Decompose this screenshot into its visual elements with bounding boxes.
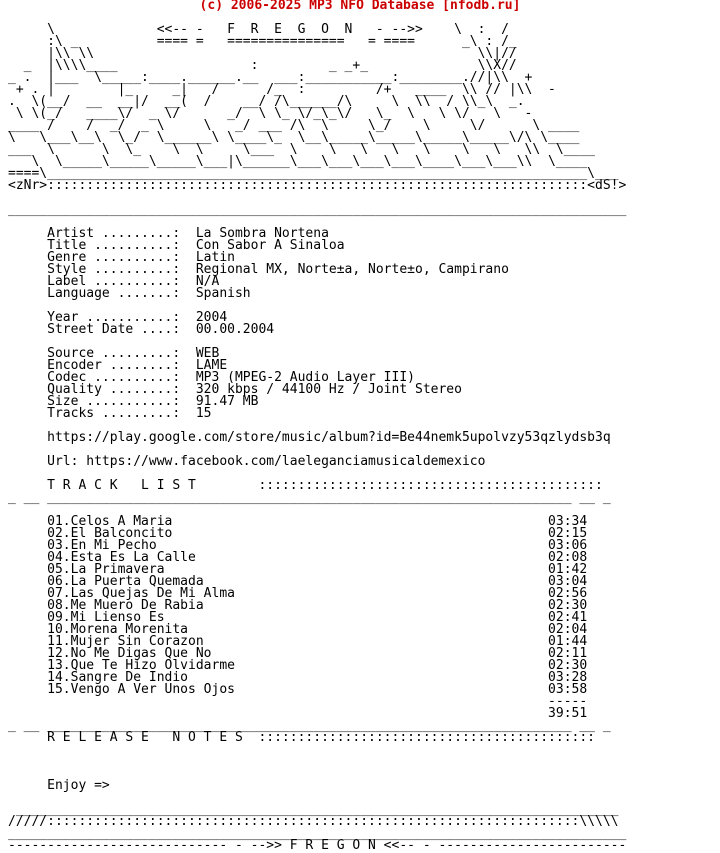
nfo-line: /////::::::::::::::::::::::::::::::::::::::::::::::::::::::::::::::::::::\\\\\ <box>8 814 619 829</box>
nfo-line: _ __ ___________________________________________________________________ __ _ <box>8 490 611 505</box>
nfo-line[interactable]: https://play.google.com/store/music/album?id=Be44nemk5upolvzy53qzlydsb3q <box>8 430 611 445</box>
nfo-line: \ <<-- - F R E G O N - -->> \ : / <box>8 22 509 37</box>
nfo-line: Year ...........: 2004 <box>8 310 228 325</box>
nfo-line <box>8 756 626 768</box>
nfo-line: Street Date ....: 00.00.2004 <box>8 322 275 337</box>
nfo-line: |\\ \\ \\|// <box>8 46 517 61</box>
nfo-text <box>8 12 626 852</box>
nfo-line: Title ..........: Con Sabor A Sinaloa <box>8 238 345 253</box>
nfo-line: Source .........: WEB <box>8 346 220 361</box>
nfo-line: \ \_____\_____\_____\___|\______\___\___\___\___\____\___\___\\ \____ <box>8 154 588 169</box>
nfo-line: <zNr>:::::::::::::::::::::::::::::::::::::::::::::::::::::::::::::::::::::<dS!> <box>8 178 627 193</box>
nfo-line: Artist .........: La Sombra Nortena <box>8 226 329 241</box>
nfo-line: 03.En Mi Pecho 03:06 <box>8 538 588 553</box>
nfo-line: _______________________________________________________________________________ <box>8 826 627 841</box>
nfo-line: Label ..........: N/A <box>8 274 220 289</box>
nfo-line: \ \___\__\ \_/ \______\ \____\_ \__\_____\_____\_____\_____\/\ \____ <box>8 130 580 145</box>
nfo-line: 09.Mi Lienso Es 02:41 <box>8 610 588 625</box>
nfo-line: 06.La Puerta Quemada 03:04 <box>8 574 588 589</box>
nfo-line <box>8 744 626 756</box>
nfo-line: _____________________________________________________________________________ <box>8 802 619 817</box>
nfo-line: 02.El Balconcito 02:15 <box>8 526 588 541</box>
nfo-line: 10.Morena Morenita 02:04 <box>8 622 588 637</box>
nfo-line: Codec ..........: MP3 (MPEG-2 Audio Layer III) <box>8 370 415 385</box>
nfo-line: 04.Esta Es La Calle 02:08 <box>8 550 588 565</box>
nfo-line: _ |\\\\____ : _ _+_ \\X// <box>8 58 517 73</box>
nfo-line: _______________________________________________________________________________ <box>8 202 627 217</box>
nfo-line: ----- <box>8 694 588 709</box>
nfo-line: _ . |___ \_____:____.______.__ ___:___________:________.//|\\ + <box>8 70 533 85</box>
nfo-line: ____ / / _/ _ \ \ _/ ___ /\ \ \_/ \ \/ \ ____ <box>8 118 580 133</box>
nfo-line: 01.Celos A Maria 03:34 <box>8 514 588 529</box>
nfo-line: 11.Mujer Sin Corazon 01:44 <box>8 634 588 649</box>
nfo-line: Tracks .........: 15 <box>8 406 212 421</box>
nfo-line: ====\_____________________________________________________________________\___ <box>8 166 619 181</box>
nfo-line: Style ..........: Regional MX, Norte±a, Norte±o, Campirano <box>8 262 509 277</box>
nfo-line: 12.No Me Digas Que No 02:11 <box>8 646 588 661</box>
nfo-line: . \(__/ __ __|/ __( / __/ /\______/\ \ \\ / \\_\ _. <box>8 94 525 109</box>
nfo-line: T R A C K L I S T :::::::::::::::::::::::::::::::::::::::::::: <box>8 478 603 493</box>
nfo-line: 07.Las Quejas De Mi Alma 02:56 <box>8 586 588 601</box>
nfo-line: R E L E A S E N O T E S ::::::::::::::::::::::::::::::::::::::::::: <box>8 730 595 745</box>
nfo-line: Encoder ........: LAME <box>8 358 228 373</box>
nfo-line: _ __ ___________________________________________________________________ __ _ <box>8 718 611 733</box>
nfo-line[interactable]: Url: https://www.facebook.com/laeleganciamusicaldemexico <box>8 454 486 469</box>
nfo-line: 13.Que Te Hizo Olvidarme 02:30 <box>8 658 588 673</box>
nfo-line: 15.Vengo A Ver Unos Ojos 03:58 <box>8 682 588 697</box>
site-banner[interactable]: (c) 2006-2025 MP3 NFO Database [nfodb.ru] <box>199 0 521 13</box>
nfo-line: 14.Sangre De Indio 03:28 <box>8 670 588 685</box>
nfo-line: 05.La Primavera 01:42 <box>8 562 588 577</box>
nfo-line: ___ \ \ \_ \ \ \___ \ \ \ \ \ \ \ \\ \____ <box>8 142 595 157</box>
nfo-line: Enjoy => <box>8 778 110 793</box>
nfo-line: + . | |_ _| / /_ : /+ ____ \\ // |\\ - <box>8 82 556 97</box>
nfo-line: 08.Me Muero De Rabia 02:30 <box>8 598 588 613</box>
nfo-line: Language .......: Spanish <box>8 286 251 301</box>
nfo-line: \ \(_/ ____\/ _ \/ _/ \ \_ \/_\_\/ \_ \ \ \/ \ - <box>8 106 533 121</box>
nfo-line: :\ _ ==== = =============== = ==== _\ : /_ <box>8 34 517 49</box>
nfo-line: 39:51 <box>8 706 588 721</box>
nfo-line: Size ...........: 91.47 MB <box>8 394 259 409</box>
nfo-line: ---------------------------- - -->> F R E G O N <<-- - ------------------------ <box>8 838 627 853</box>
nfo-line: Quality ........: 320 kbps / 44100 Hz / Joint Stereo <box>8 382 462 397</box>
nfo-line: Genre ..........: Latin <box>8 250 235 265</box>
